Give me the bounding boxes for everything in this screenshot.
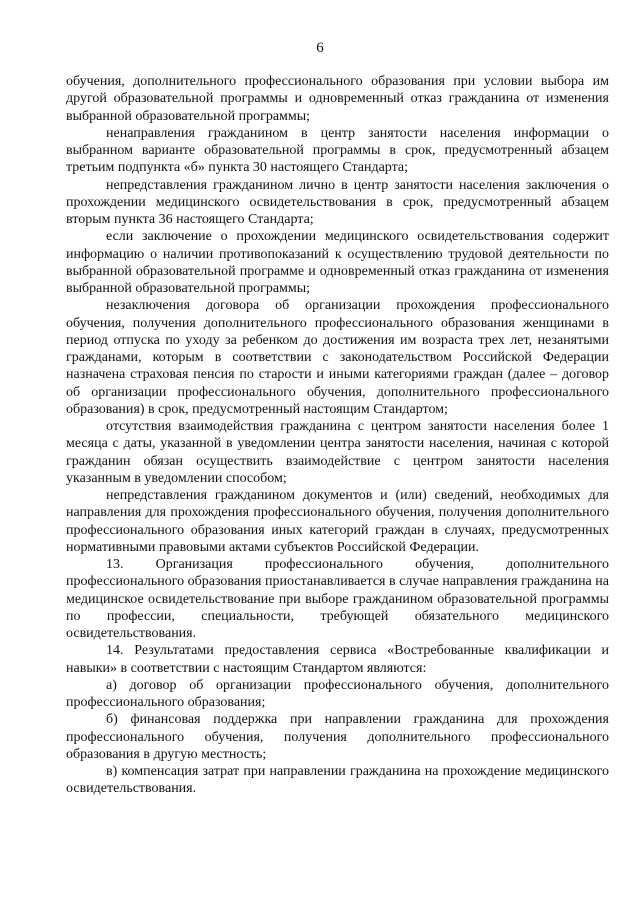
page-number: 6 (316, 40, 324, 56)
paragraph: непредставления гражданином лично в центр занятости населения заключения о прохождении медицинского освидетельствования в срок, предусмотренный абзацем вторым пункта 36 настоящего Стандарта; (66, 177, 609, 227)
paragraph: а) договор об организации профессионального обучения, дополнительного профессионального образования; (66, 677, 609, 710)
paragraph: ненаправления гражданином в центр занятости населения информации о выбранном варианте образовательной программы в срок, предусмотренный абзацем третьим подпункта «б» пункта 30 настоящего Стандарта; (66, 125, 609, 176)
paragraph: 14. Результатами предоставления сервиса «Востребованные квалификации и навыки» в соответствии с настоящим Стандартом являются: (66, 643, 609, 676)
paragraph: б) финансовая поддержка при направлении гражданина для прохождения профессионального обучения, получения дополнительного профессионального образования в другую местность; (66, 712, 609, 762)
document-body (66, 73, 609, 798)
paragraph: 13. Организация профессионального обучения, дополнительного профессионального образования приостанавливается в случае направления гражданина на медицинское освидетельствование при выборе гражданином образовательной программы по профессии, специальности, требующей обязательного медицинского освидетельствования. (66, 557, 609, 641)
paragraph: в) компенсация затрат при направлении гражданина на прохождение медицинского освидетельствования. (66, 764, 609, 797)
paragraph: если заключение о прохождении медицинского освидетельствования содержит информацию о наличии противопоказаний к осуществлению трудовой деятельности по выбранной образовательной программе и одновременный отказ гражданина от изменения выбранной образовательной программы; (66, 229, 609, 296)
paragraph: отсутствия взаимодействия гражданина с центром занятости населения более 1 месяца с даты, указанной в уведомлении центра занятости населения, начиная с которой гражданин обязан осуществить взаимодействие с центром занятости населения указанным в уведомлении способом; (66, 419, 609, 486)
paragraph: обучения, дополнительного профессионального образования при условии выбора им другой образовательной программы и одновременный отказ гражданина от изменения выбранной образовательной программы; (66, 74, 609, 124)
paragraph: незаключения договора об организации прохождения профессионального обучения, получения дополнительного профессионального образования женщинами в период отпуска по уходу за ребенком до достижения им возраста трех лет, незанятыми гражданами, которым в соответствии с законодательством Российской Федерации назначена страховая пенсия по старости и иными категориями граждан (далее – договор об организации профессионального обучения, дополнительного профессионального образования) в срок, предусмотренный настоящим Стандартом; (66, 298, 609, 417)
paragraph: непредставления гражданином документов и (или) сведений, необходимых для направления для прохождения профессионального обучения, получения дополнительного профессионального образования иных категорий граждан в случаях, предусмотренных нормативными правовыми актами субъектов Российской Федерации. (66, 488, 609, 555)
